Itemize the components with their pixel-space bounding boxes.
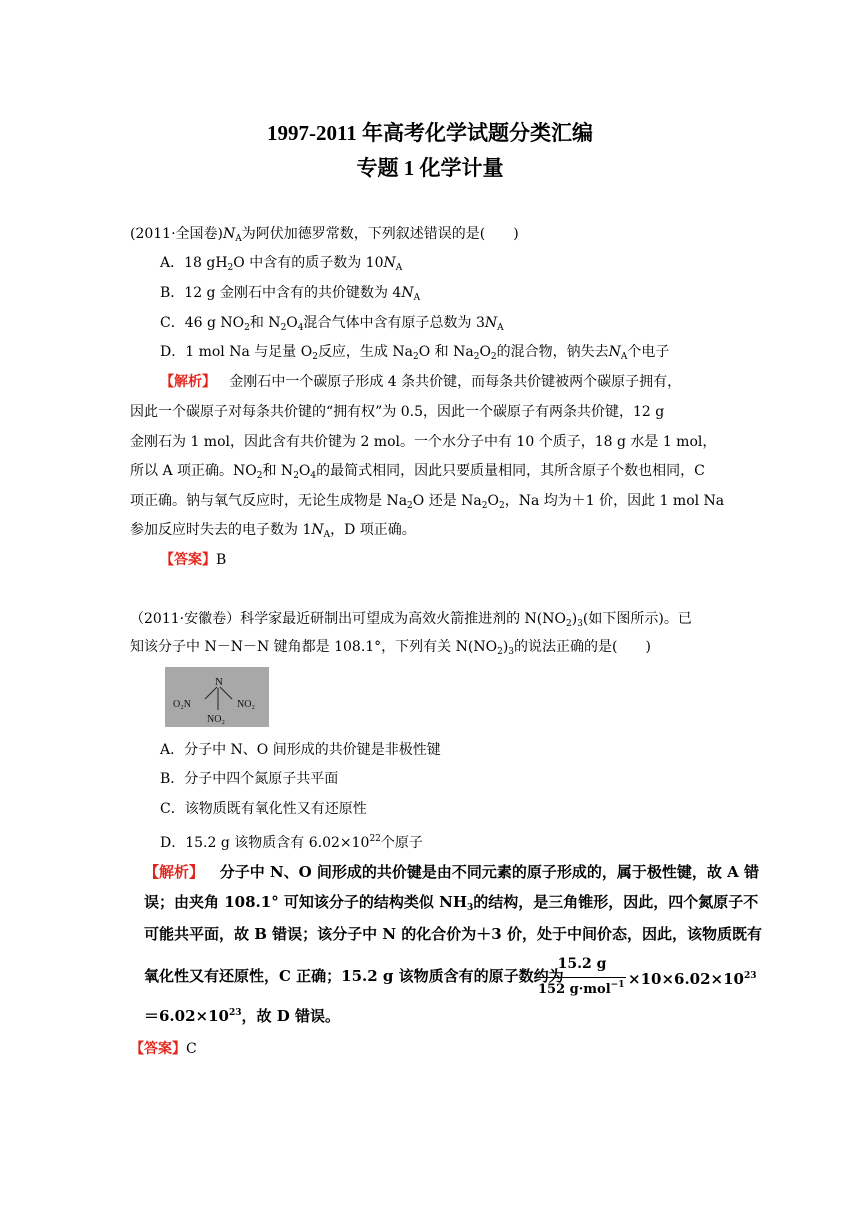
- figure-bottom-group: NO₂: [207, 714, 225, 725]
- analysis-label: 【解析】: [160, 374, 216, 390]
- fraction-multiplier: $\times 10\times 6.02\times 10^{23}$: [628, 970, 757, 988]
- q2-stem-line-1: （2011·安徽卷）科学家最近研制出可望成为高效火箭推进剂的 $N(NO_2)_3$(如下图所示)。已: [130, 611, 692, 629]
- fraction-numerator: 15.2 g: [557, 956, 607, 972]
- q1-analysis-line-3: 金刚石为 1 mol，因此含有共价键为 2 mol。一个水分子中有 10 个质子，18 g 水是 1 mol，: [130, 434, 717, 450]
- q1-stem: (2011·全国卷)$N_A$为阿伏加德罗常数，下列叙述错误的是( ): [130, 226, 519, 244]
- figure-right-group: NO₂: [237, 699, 255, 710]
- q1-analysis-line-2: 因此一个碳原子对每条共价键的“拥有权”为 0.5，因此一个碳原子有两条共价键，12 g: [130, 404, 665, 420]
- analysis-label: 【解析】: [144, 863, 205, 881]
- q2-option-c: C．该物质既有氧化性又有还原性: [160, 801, 367, 817]
- fraction-denominator: 152 g·mol$^{-1}$: [538, 980, 625, 997]
- document-title: 1997-2011 年高考化学试题分类汇编: [266, 121, 594, 145]
- q1-option-c: C．46 g $NO_2$和 $N_2O_4$混合气体中含有原子总数为 $3N_A$: [160, 315, 504, 333]
- q1-answer: 【答案】B: [160, 552, 227, 568]
- figure-center-n: N: [215, 676, 223, 688]
- q2-option-d: D．15.2 g 该物质含有 $6.02\times 10^{22}$个原子: [160, 834, 423, 851]
- q2-analysis-line-4: 氧化性又有还原性，C 正确；15.2 g 该物质含有的原子数约为: [144, 967, 564, 985]
- q2-analysis-line-5: $=6.02\times 10^{23}$，故 D 错误。: [144, 1007, 340, 1025]
- fraction-bar: [538, 977, 626, 978]
- q2-option-a: A．分子中 N、O 间形成的共价键是非极性键: [160, 742, 441, 758]
- q2-analysis-line-2: 误；由夹角 108.1° 可知该分子的结构类似 $NH_3$的结构，是三角锥形，因此，四个氮原子不: [144, 893, 759, 913]
- answer-label: 【答案】: [160, 552, 216, 568]
- document-subtitle: 专题 1 化学计量: [356, 156, 504, 180]
- q2-answer: 【答案】C: [130, 1041, 197, 1057]
- q2-analysis-line-1: 【解析】 分子中 N、O 间形成的共价键是由不同元素的原子形成的，属于极性键，故 A 错: [144, 863, 759, 881]
- q1-analysis-line-5: 项正确。钠与氧气反应时，无论生成物是 $Na_2O$ 还是 $Na_2O_2$，Na 均为＋1 价，因此 1 mol Na: [130, 493, 725, 511]
- q1-analysis-line-6: 参加反应时失去的电子数为 $1N_A$，D 项正确。: [130, 522, 416, 540]
- q1-option-d: D．1 mol Na 与足量 $O_2$反应，生成 $Na_2O$ 和 $Na_2O_2$的混合物，钠失去$N_A$个电子: [160, 344, 670, 362]
- q1-analysis-line-4: 所以 A 项正确。$NO_2$和 $N_2O_4$的最简式相同，因此只要质量相同，其所含原子个数也相同，C: [130, 463, 705, 481]
- molecule-structure-figure: [165, 667, 269, 727]
- figure-left-group: O₂N: [173, 699, 191, 710]
- q2-option-b: B．分子中四个氮原子共平面: [160, 771, 339, 787]
- q1-option-a: A．18 $gH_2O$ 中含有的质子数为 $10N_A$: [160, 255, 403, 273]
- q1-analysis-line-1: 【解析】 金刚石中一个碳原子形成 4 条共价键，而每条共价键被两个碳原子拥有，: [160, 374, 682, 390]
- answer-label: 【答案】: [130, 1041, 186, 1057]
- q2-stem-line-2: 知该分子中 N－N－N 键角都是 108.1°，下列有关 $N(NO_2)_3$的说法正确的是( ): [130, 639, 651, 657]
- q2-analysis-line-3: 可能共平面，故 B 错误；该分子中 N 的化合价为＋3 价，处于中间价态，因此，该物质既有: [144, 925, 762, 943]
- q1-option-b: B．12 g 金刚石中含有的共价键数为 $4N_A$: [160, 285, 421, 303]
